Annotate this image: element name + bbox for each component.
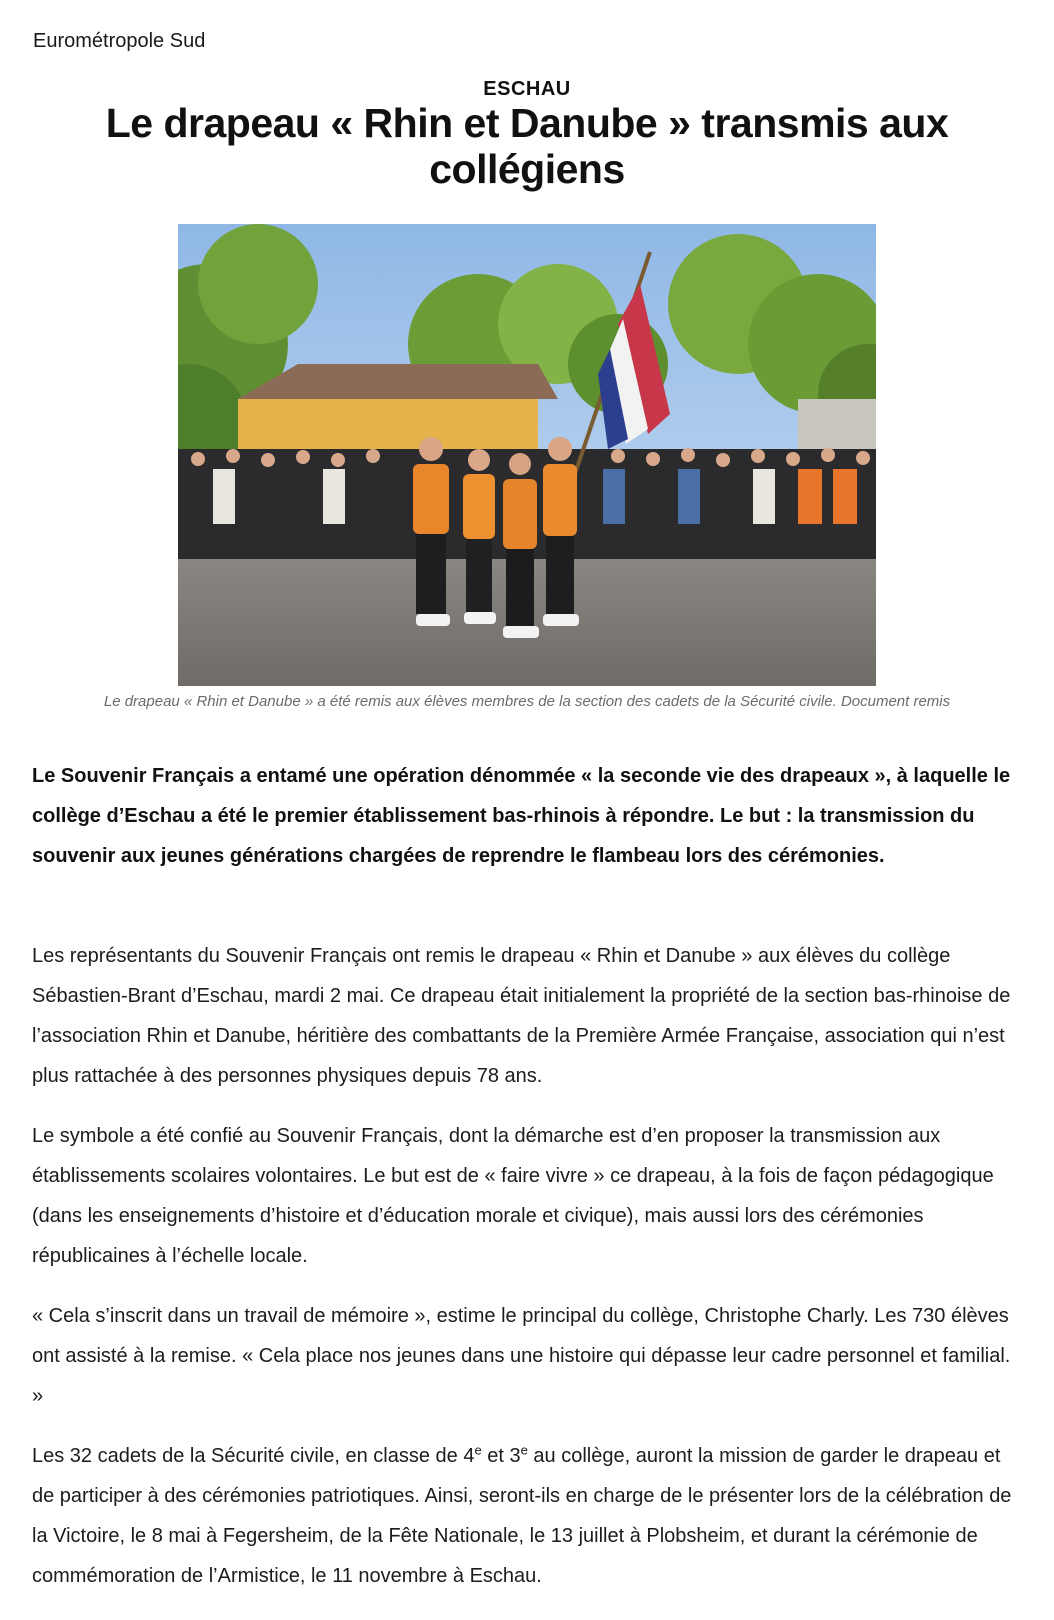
ceremony-photo-icon	[178, 224, 876, 686]
article-paragraph-1: Les représentants du Souvenir Français ont remis le drapeau « Rhin et Danube » aux élèves du collège Sébastien-Brant d’Eschau, mardi 2 mai. Ce drapeau était initialement la propriété de la section bas-rhinoise de l’association Rhin et Danube, héritière des combattants de la Première Armée Française, association qui n’est plus rattachée à des personnes physiques depuis 78 ans.	[32, 945, 1011, 1087]
article-paragraph-4	[32, 1436, 1022, 1596]
paragraph-4-middle: et 3	[481, 1445, 521, 1467]
ordinal-suffix-3: e	[520, 1442, 528, 1458]
article-photo	[178, 224, 876, 686]
photo-caption: Le drapeau « Rhin et Danube » a été remis aux élèves membres de la section des cadets de la Sécurité civile. Document remis	[103, 693, 951, 710]
section-label: Eurométropole Sud	[33, 30, 206, 52]
paragraph-4-start: Les 32 cadets de la Sécurité civile, en classe de 4	[32, 1445, 475, 1467]
article-paragraph-3: « Cela s’inscrit dans un travail de mémoire », estime le principal du collège, Christophe Charly. Les 730 élèves ont assisté à la remise. « Cela place nos jeunes dans une histoire qui dépasse leur cadre personnel et familial. »	[32, 1305, 1011, 1407]
article-paragraph-2: Le symbole a été confié au Souvenir Français, dont la démarche est d’en proposer la transmission aux établissements scolaires volontaires. Le but est de « faire vivre » ce drapeau, à la fois de façon pédagogique (dans les enseignements d’histoire et d’éducation morale et civique), mais aussi lors des cérémonies républicaines à l’échelle locale.	[32, 1125, 994, 1267]
paragraph-4-end: au collège, auront la mission de garder le drapeau et de participer à des cérémonies patriotiques. Ainsi, seront-ils en charge de le présenter lors de la célébration de la Victoire, le 8 mai à Fegersheim, de la Fête Nationale, le 13 juillet à Plobsheim, et durant la cérémonie de commémoration de l’Armistice, le 11 novembre à Eschau.	[32, 1445, 1012, 1587]
article-lead: Le Souvenir Français a entamé une opération dénommée « la seconde vie des drapeaux », à laquelle le collège d’Eschau a été le premier établissement bas-rhinois à répondre. Le but : la transmission du souvenir aux jeunes générations chargées de reprendre le flambeau lors des cérémonies.	[32, 765, 1011, 867]
article-kicker: ESCHAU	[483, 78, 571, 100]
article-headline: Le drapeau « Rhin et Danube » transmis aux collégiens	[105, 100, 949, 192]
ordinal-suffix-4: e	[474, 1442, 482, 1458]
